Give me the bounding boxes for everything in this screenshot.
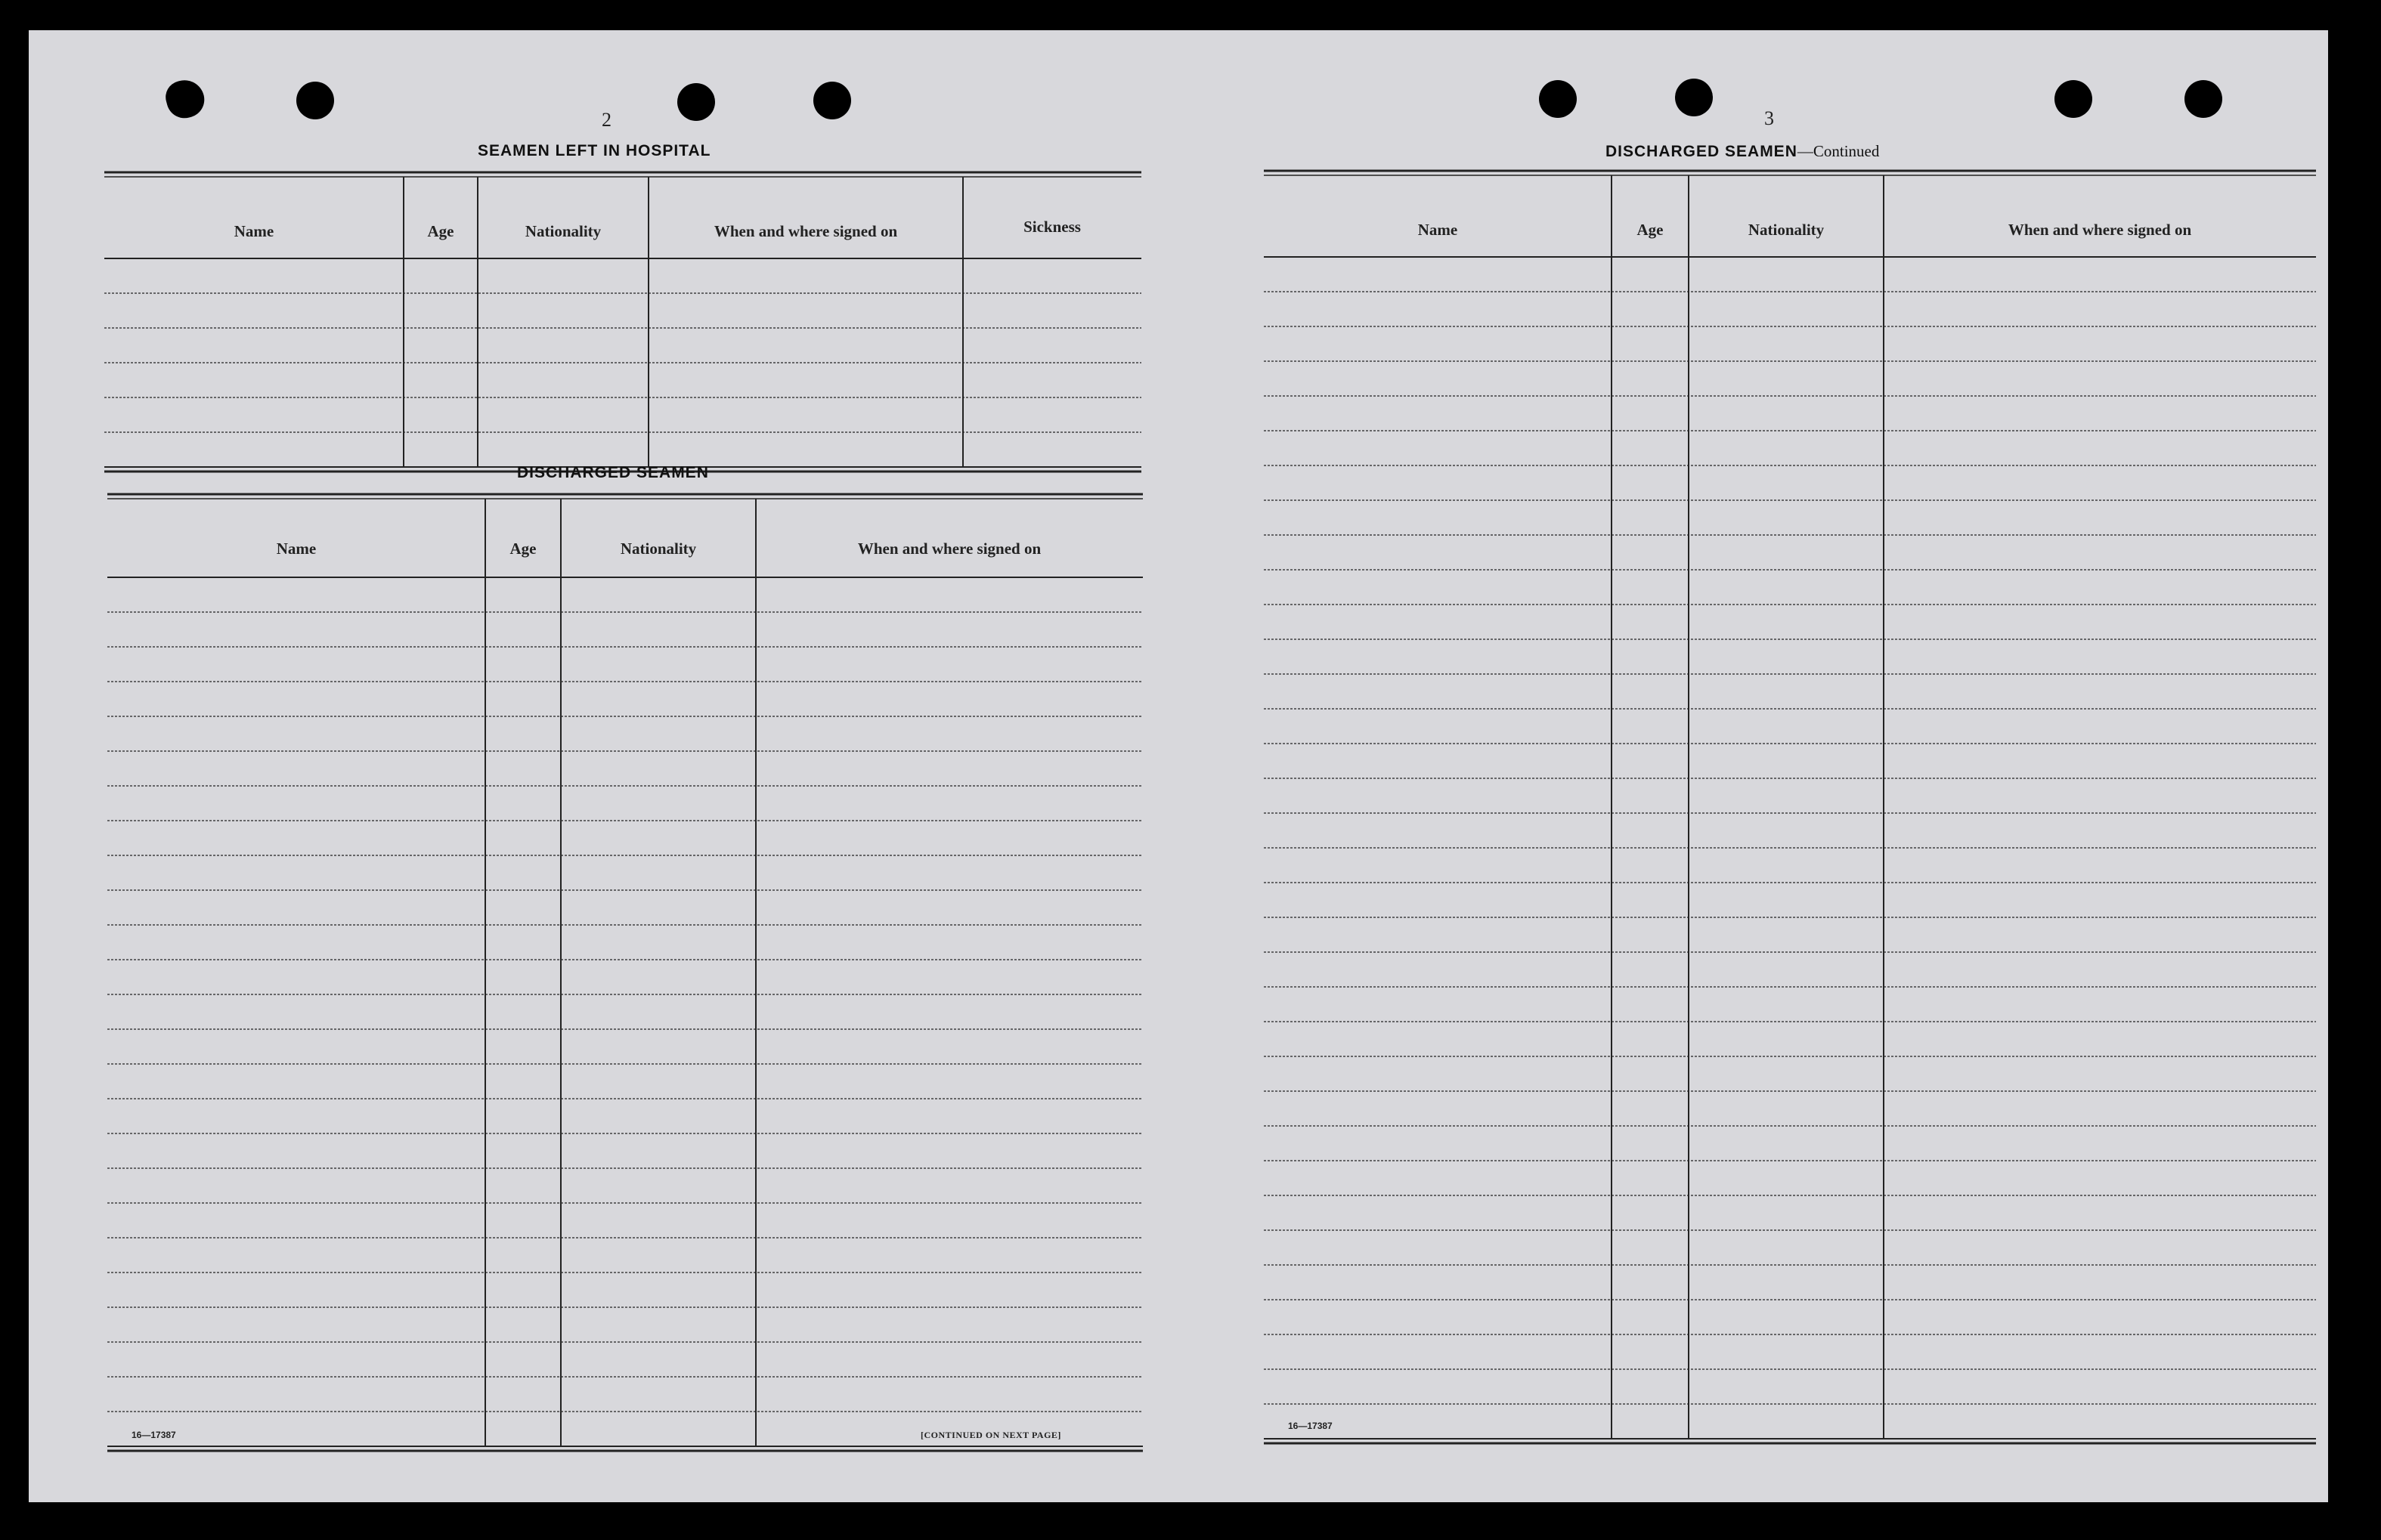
form-sheet <box>29 30 2328 1502</box>
column-header: Name <box>234 222 274 240</box>
hospital-table <box>104 171 1141 473</box>
column-header: Age <box>427 222 454 240</box>
discharged-continued-suffix: —Continued <box>1797 142 1880 160</box>
column-header: Nationality <box>1748 221 1825 239</box>
column-header: Age <box>509 540 537 558</box>
punch-hole-icon <box>677 83 715 121</box>
hospital-section-title: SEAMEN LEFT IN HOSPITAL <box>478 142 711 159</box>
page-number-right: 3 <box>1764 107 1774 129</box>
discharged-continued-table <box>1264 169 2316 1454</box>
column-header: Name <box>276 540 317 558</box>
punch-hole-icon <box>162 76 208 122</box>
column-header: Name <box>1417 221 1458 239</box>
column-header: Age <box>1636 221 1664 239</box>
discharged-table <box>107 493 1143 1457</box>
tbl-right-grid <box>1264 169 2316 1445</box>
discharged-continued-title-main: DISCHARGED SEAMEN <box>1605 143 1797 160</box>
punch-hole-icon <box>813 82 851 119</box>
column-header: Nationality <box>525 222 602 240</box>
form-code-left: 16—17387 <box>132 1430 176 1440</box>
column-header: Nationality <box>620 540 697 558</box>
column-header: When and where signed on <box>857 540 1042 558</box>
punch-hole-icon <box>2054 80 2092 118</box>
column-header: When and where signed on <box>2008 221 2192 239</box>
tbl-discharged-grid <box>107 493 1143 1452</box>
punch-hole-icon <box>1539 80 1577 118</box>
discharged-section-title: DISCHARGED SEAMEN <box>517 464 709 481</box>
column-header: Sickness <box>1023 218 1081 236</box>
column-header: When and where signed on <box>714 222 898 240</box>
page-number-left: 2 <box>602 109 612 131</box>
continued-note: [CONTINUED ON NEXT PAGE] <box>921 1430 1061 1440</box>
punch-hole-icon <box>296 82 334 119</box>
form-code-right: 16—17387 <box>1288 1421 1333 1431</box>
discharged-continued-title <box>1605 142 1879 161</box>
punch-hole-icon <box>1675 79 1713 116</box>
punch-hole-icon <box>2184 80 2222 118</box>
tbl-hospital-grid <box>104 171 1141 473</box>
